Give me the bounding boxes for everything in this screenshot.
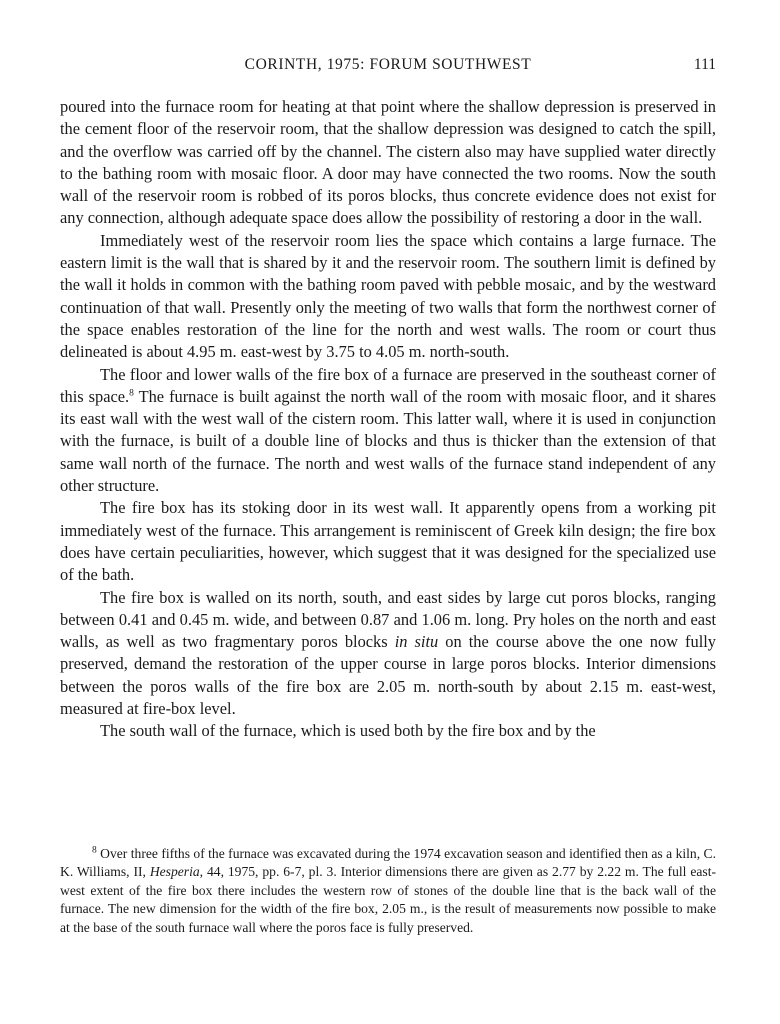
paragraph-5-text-a: The fire box is walled on its north, south, and east sides by large cut poros blocks, ranging between 0.41 and 0.45 m. wide, and between 0.87 and 1.06 m. long. Pry holes on the north and east walls, as well as two fragmentary poros blocks — [60, 587, 716, 652]
paragraph-2: Immediately west of the reservoir room lies the space which contains a large furnace. The eastern limit is the wall that is shared by it and the reservoir room. The southern limit is defined by the wall it holds in common with the bathing room paved with pebble mosaic, and by the westward continuation of that wall. Presently only the meeting of two walls that form the northwest corner of the space enables restoration of the line for the north and west walls. The room or court thus delineated is about 4.95 m. east-west by 3.75 to 4.05 m. north-south. — [60, 230, 716, 362]
paragraph-3 — [60, 364, 716, 498]
footnote-text-a: Over three fifths of the furnace was excavated during the 1974 excavation season and identified then as a kiln, C. K. Williams, II, — [60, 846, 716, 880]
footnote-journal-title: Hesperia — [149, 864, 200, 880]
paragraph-3-text-b: The furnace is built against the north wall of the room with mosaic floor, and it shares its east wall with the west wall of the cistern room. This latter wall, where it is used in conjunction with the furnace, is built of a double line of blocks and thus is thicker than the extension of that same wall north of the furnace. The north and west walls of the furnace stand independent of any other structure. — [60, 386, 717, 496]
paragraph-5 — [60, 587, 716, 721]
footnote-reference: 8 — [129, 388, 134, 399]
running-head — [60, 56, 716, 80]
paragraph-5-text-b: on the course above the one now fully preserved, demand the restoration of the upper course in large poros blocks. Interior dimensions between the poros walls of the fire box are 2.05 m. north-south by about 2.15 m. east-west, measured at fire-box level. — [60, 632, 717, 719]
paragraph-6: The south wall of the furnace, which is used both by the fire box and by the — [100, 721, 596, 741]
footnote-text-b: , 44, 1975, pp. 6-7, pl. 3. Interior dimensions there are given as 2.77 by 2.22 m. The full east-west extent of the fire box there includes the western row of stones of the double line that is the back wall of the furnace. The new dimension for the width of the fire box, 2.05 m., is the result of measurements now possible to make at the base of the south furnace wall where the poros face is fully preserved. — [60, 864, 716, 935]
body-text — [60, 96, 716, 743]
paragraph-5-italic-phrase: in situ — [394, 632, 439, 652]
running-title: CORINTH, 1975: FORUM SOUTHWEST — [244, 56, 532, 73]
footnote-marker: 8 — [92, 845, 97, 856]
paragraph-3-text-a: The floor and lower walls of the fire box of a furnace are preserved in the southeast corner of this space. — [60, 364, 716, 406]
footnote — [60, 845, 716, 937]
paragraph-4: The fire box has its stoking door in its west wall. It apparently opens from a working pit immediately west of the furnace. This arrangement is reminiscent of Greek kiln design; the fire box does have certain peculiarities, however, which suggest that it was designed for the specialized use of the bath. — [60, 498, 716, 585]
page-number: 111 — [693, 56, 716, 73]
paragraph-1: poured into the furnace room for heating at that point where the shallow depression is preserved in the cement floor of the reservoir room, that the shallow depression was designed to catch the spill, and the overflow was carried off by the channel. The cistern also may have supplied water directly to the bathing room with mosaic floor. A door may have connected the two rooms. Now the south wall of the reservoir room is robbed of its poros blocks, thus concrete evidence does not exist for any connection, although adequate space does allow the possibility of restoring a door in the wall. — [60, 97, 716, 228]
